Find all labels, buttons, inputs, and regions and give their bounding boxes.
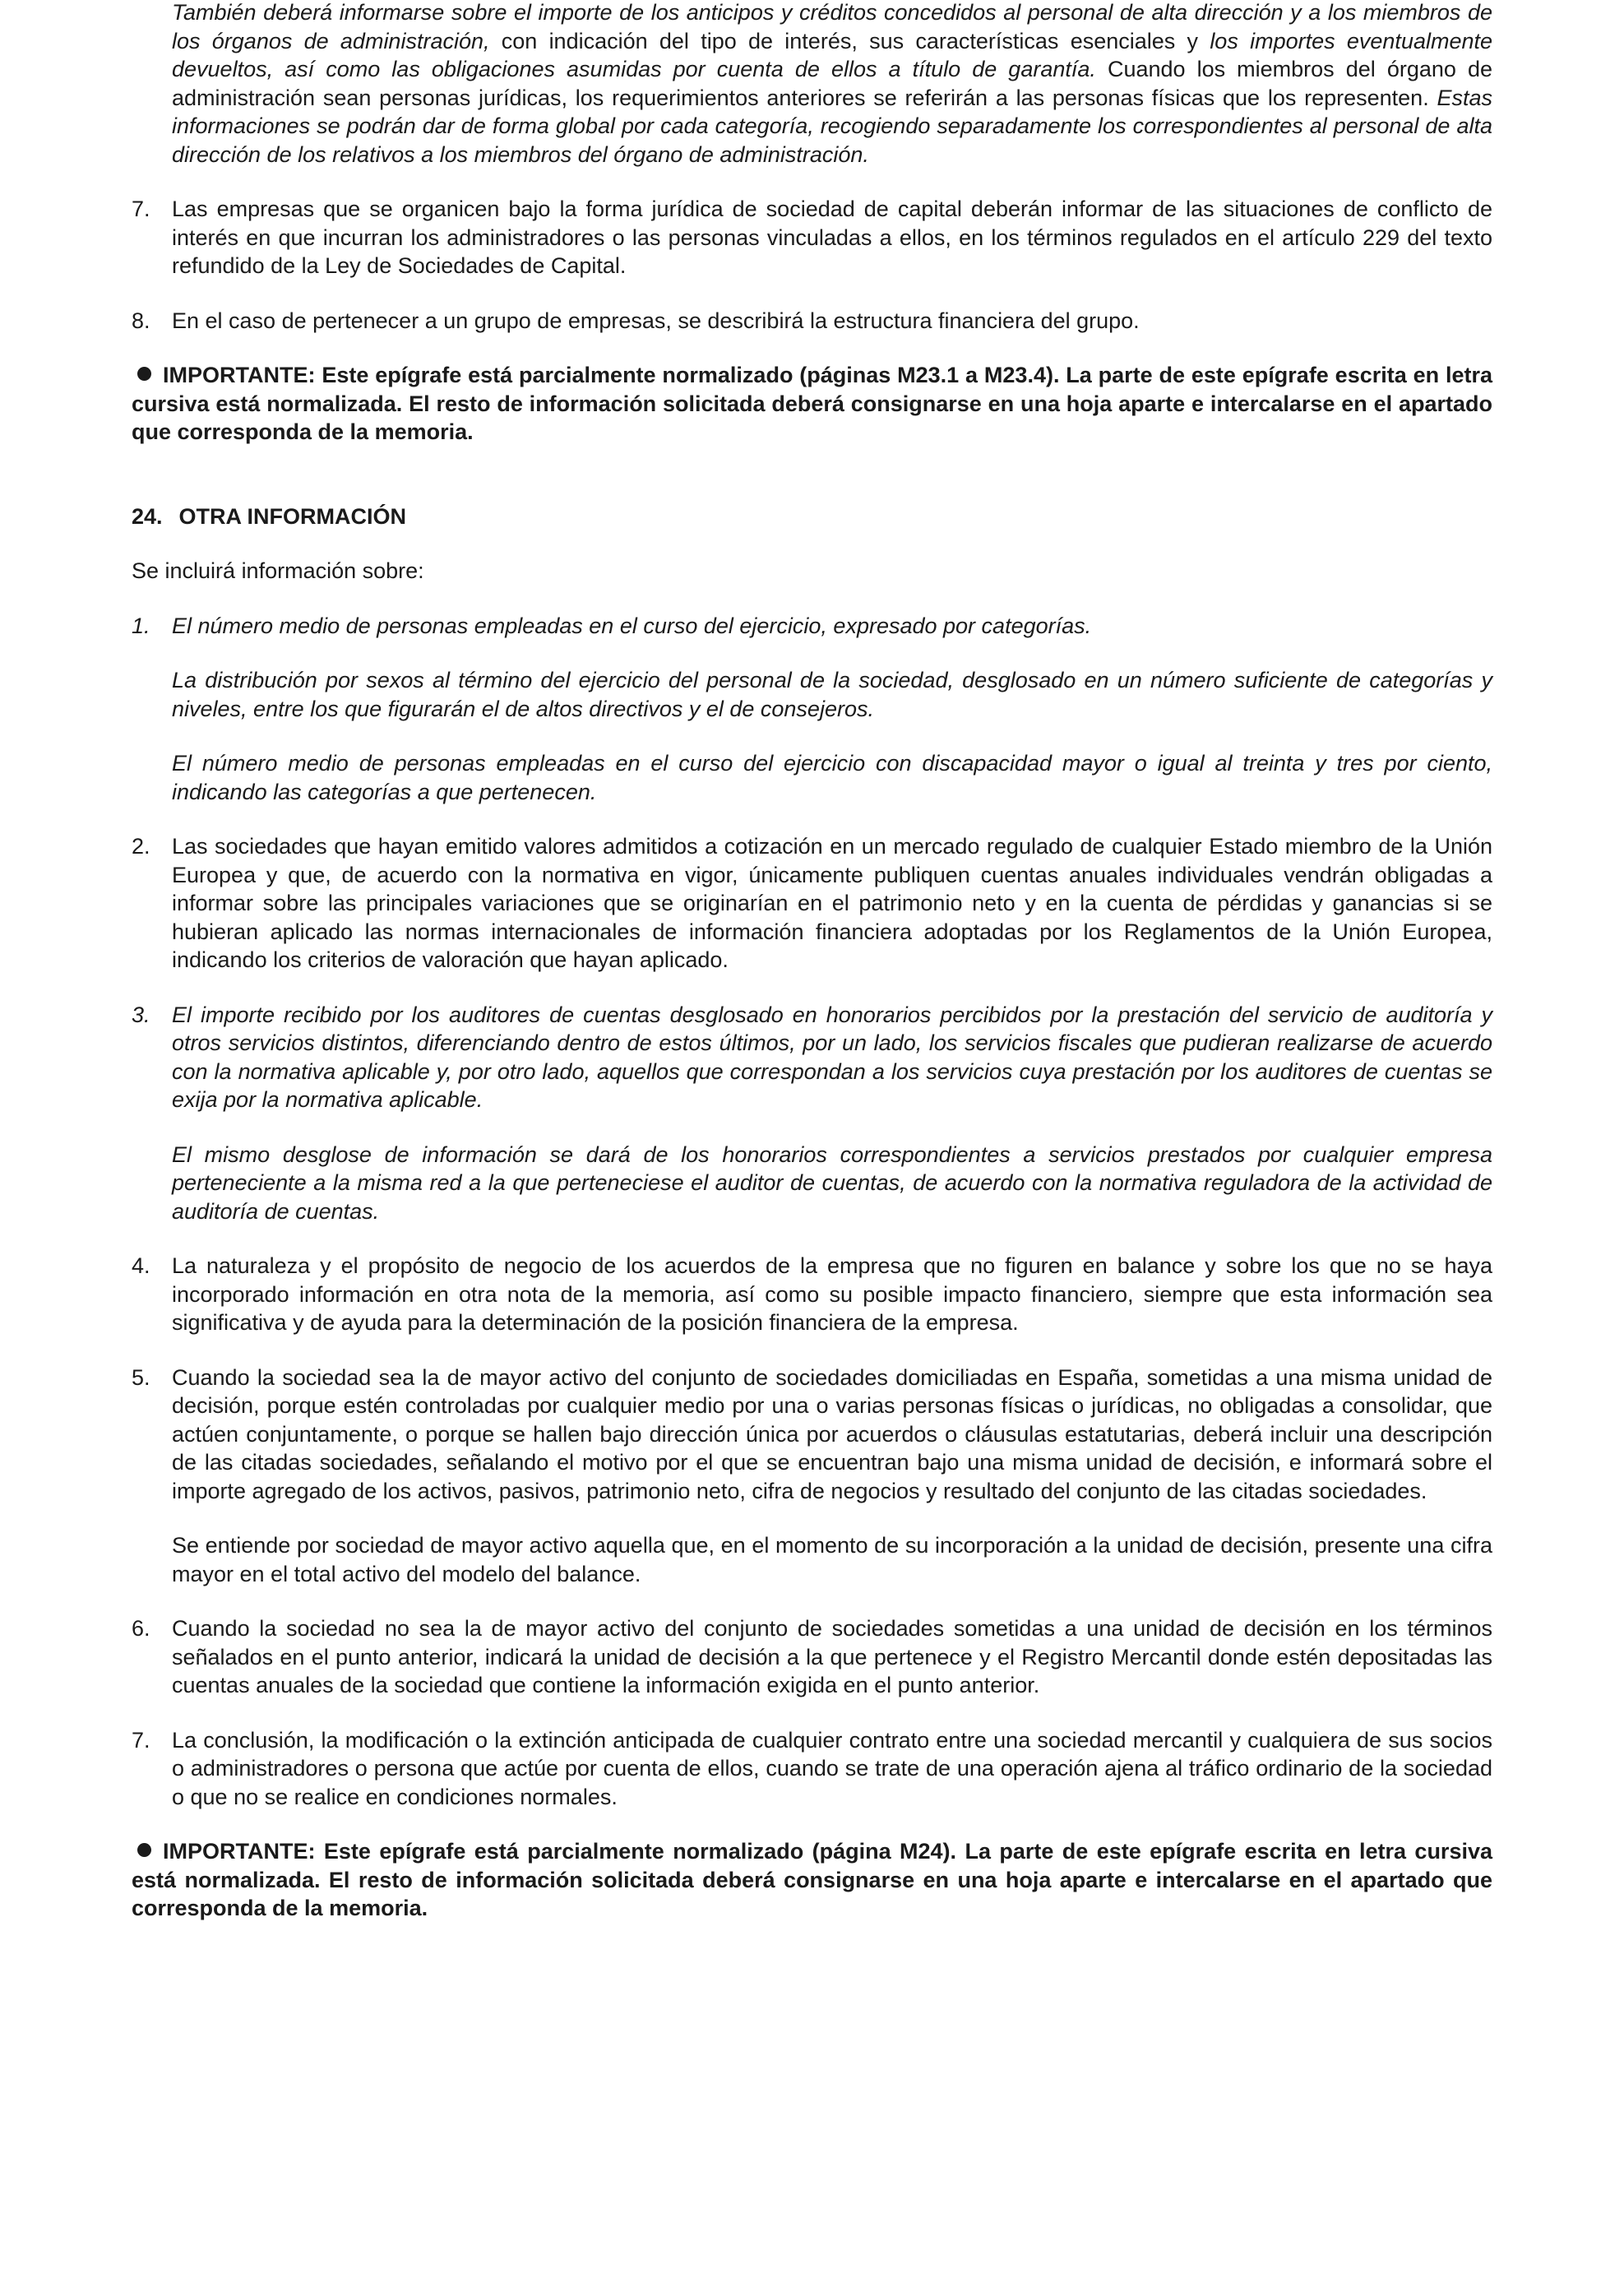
sec24-important-note xyxy=(132,1837,1492,1923)
heading-number: 24. xyxy=(132,503,163,529)
sec24-item-1 xyxy=(132,612,1492,641)
item-number: 8. xyxy=(132,308,150,333)
item-text: Cuando la sociedad sea la de mayor activo del conjunto de sociedades domiciliadas en España, sometidas a una misma unidad de decisión, porque estén controladas por cualquier medio por una o varias personas físicas o jurídicas, no obligadas a consolidar, que actúen conjuntamente, o porque se hallen bajo dirección única por acuerdos o cláusulas estatutarias, deberá incluir una descripción de las citadas sociedades, señalando el motivo por el que se encuentran bajo una misma unidad de decisión, e informará sobre el importe agregado de los activos, pasivos, patrimonio neto, cifra de negocios y resultado del conjunto de las citadas sociedades. xyxy=(172,1364,1492,1503)
section-24-lead: Se incluirá información sobre: xyxy=(132,558,424,583)
intro-italic-1: También deberá informarse sobre el importe de los anticipos y créditos concedidos al personal de alta dirección y a los miembros de los órganos de administración, xyxy=(172,0,1492,53)
item-number: 7. xyxy=(132,197,150,221)
intro-italic-3: los importes eventualmente devueltos, así como las obligaciones asumidas por cuenta de ellos a título de garantía. xyxy=(172,28,1493,81)
sec24-item-5-paragraph-2: Se entiende por sociedad de mayor activo aquella que, en el momento de su incorporación a la unidad de decisión, presente una cifra mayor en el total activo del modelo del balance. xyxy=(172,1533,1492,1586)
sec24-item-1-paragraph-3: El número medio de personas empleadas en el curso del ejercicio con discapacidad mayor o igual al treinta y tres por ciento, indicando las categorías a que pertenecen. xyxy=(172,751,1492,804)
item-number: 7. xyxy=(132,1727,150,1753)
sec24-item-1-paragraph-2: La distribución por sexos al término del ejercicio del personal de la sociedad, desglosado en un número suficiente de categorías y niveles, entre los que figurarán el de altos directivos y el de consejeros. xyxy=(172,668,1492,721)
item-text: En el caso de pertenecer a un grupo de empresas, se describirá la estructura financiera del grupo. xyxy=(172,308,1140,333)
section-24-heading xyxy=(132,502,1492,531)
item-text: Las empresas que se organicen bajo la forma jurídica de sociedad de capital deberán informar de las situaciones de conflicto de interés en que incurran los administradores o las personas vinculadas a ellos, en los términos regulados en el artículo 229 del texto refundido de la Ley de Sociedades de Capital. xyxy=(172,197,1492,278)
item-number: 1. xyxy=(132,613,150,638)
item-number: 6. xyxy=(132,1616,150,1641)
item-text: Cuando la sociedad no sea la de mayor activo del conjunto de sociedades sometidas a una unidad de decisión en los términos señalados en el punto anterior, indicará la unidad de decisión a la que pertenece y el Registro Mercantil donde estén depositadas las cuentas anuales de la sociedad que contiene la información exigida en el punto anterior. xyxy=(172,1616,1492,1697)
sec23-item-7 xyxy=(132,195,1492,280)
sec23-item-8 xyxy=(132,307,1492,336)
document-page xyxy=(132,0,1492,1923)
item-text: El importe recibido por los auditores de cuentas desglosado en honorarios percibidos por la prestación del servicio de auditoría y otros servicios distintos, diferenciando dentro de estos últimos, por un lado, los servicios fiscales que pudieran realizarse de acuerdo con la normativa aplicable y, por otro lado, aquellos que correspondan a los servicios cuya prestación por los auditores de cuentas se exija por la normativa aplicable. xyxy=(172,1002,1492,1112)
sec24-item-6 xyxy=(132,1614,1492,1700)
sec24-item-7 xyxy=(132,1726,1492,1812)
item-text: La conclusión, la modificación o la extinción anticipada de cualquier contrato entre una sociedad mercantil y cualquiera de sus socios o administradores o persona que actúe por cuenta de ellos, cuando se trate de una operación ajena al tráfico ordinario de la sociedad o que no se realice en condiciones normales. xyxy=(172,1727,1492,1809)
item-number: 3. xyxy=(132,1002,150,1027)
bullet-icon xyxy=(137,1843,151,1857)
intro-italic-5: Estas informaciones se podrán dar de forma global por cada categoría, recogiendo separadamente los correspondientes al personal de alta dirección de los relativos a los miembros del órgano de administración. xyxy=(172,85,1492,167)
intro-text-2: con indicación del tipo de interés, sus características esenciales y xyxy=(489,28,1210,53)
sec24-item-5 xyxy=(132,1364,1492,1506)
sec24-item-3-paragraph-2: El mismo desglose de información se dará de los honorarios correspondientes a servicios prestados por cualquier empresa perteneciente a la misma red a la que perteneciese el auditor de cuentas, de acuerdo con la normativa reguladora de la actividad de auditoría de cuentas. xyxy=(172,1142,1492,1224)
item-number: 4. xyxy=(132,1253,150,1278)
important-text: IMPORTANTE: Este epígrafe está parcialmente normalizado (página M24). La parte de este epígrafe escrita en letra cursiva está normalizada. El resto de información solicitada deberá consignarse en una hoja aparte e intercalarse en el apartado que corresponda de la memoria. xyxy=(132,1839,1492,1920)
sec24-item-4 xyxy=(132,1252,1492,1337)
item-text: El número medio de personas empleadas en el curso del ejercicio, expresado por categorías. xyxy=(172,613,1092,638)
sec24-item-2 xyxy=(132,832,1492,975)
intro-paragraph xyxy=(132,0,1492,169)
important-text: IMPORTANTE: Este epígrafe está parcialmente normalizado (páginas M23.1 a M23.4). La parte de este epígrafe escrita en letra cursiva está normalizada. El resto de información solicitada deberá consignarse en una hoja aparte e intercalarse en el apartado que corresponda de la memoria. xyxy=(132,363,1492,444)
heading-title: OTRA INFORMACIÓN xyxy=(178,503,407,529)
item-number: 2. xyxy=(132,834,150,859)
sec23-important-note xyxy=(132,361,1492,447)
bullet-icon xyxy=(137,367,151,381)
sec24-item-3 xyxy=(132,1001,1492,1114)
intro-text-4: Cuando los miembros del órgano de administración sean personas jurídicas, los requerimientos anteriores se referirán a las personas físicas que los representen. xyxy=(172,57,1492,110)
item-text: Las sociedades que hayan emitido valores admitidos a cotización en un mercado regulado de cualquier Estado miembro de la Unión Europea y que, de acuerdo con la normativa en vigor, únicamente publiquen cuentas anuales individuales vendrán obligadas a informar sobre las principales variaciones que se originarían en el patrimonio neto y en la cuenta de pérdidas y ganancias si se hubieran aplicado las normas internacionales de información financiera adoptadas por los Reglamentos de la Unión Europea, indicando los criterios de valoración que hayan aplicado. xyxy=(172,834,1492,972)
item-text: La naturaleza y el propósito de negocio de los acuerdos de la empresa que no figuren en balance y sobre los que no se haya incorporado información en otra nota de la memoria, así como su posible impacto financiero, siempre que esta información sea significativa y de ayuda para la determinación de la posición financiera de la empresa. xyxy=(172,1253,1492,1335)
item-number: 5. xyxy=(132,1364,150,1390)
